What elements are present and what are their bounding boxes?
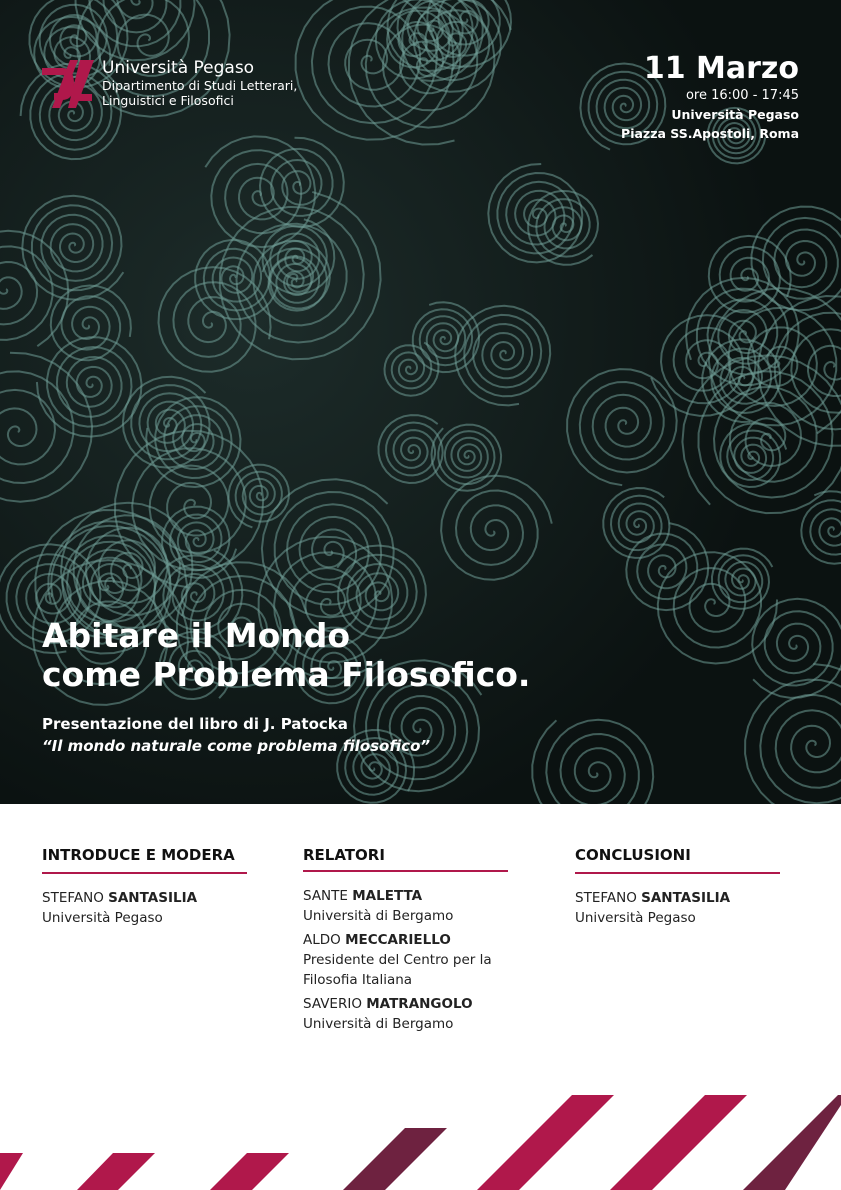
stripe [610, 1095, 747, 1190]
title-line-1: Abitare il Mondo [42, 616, 351, 655]
first-name: SAVERIO [303, 996, 362, 1012]
last-name: SANTASILIA [108, 890, 198, 906]
swirl [651, 315, 755, 416]
stripe [210, 1153, 289, 1190]
affiliation: Università Pegaso [42, 910, 163, 926]
column-heading: INTRODUCE E MODERA [42, 846, 247, 874]
stripe [477, 1095, 614, 1190]
event-subtitle [42, 713, 430, 757]
swirl [752, 599, 841, 698]
person [575, 888, 780, 928]
swirl [0, 231, 68, 346]
university-name: Università Pegaso [102, 58, 255, 78]
stripe [343, 1128, 447, 1190]
swirl [603, 488, 669, 558]
first-name: STEFANO [42, 890, 104, 906]
logo [40, 58, 297, 110]
person [303, 886, 508, 926]
first-name: ALDO [303, 932, 341, 948]
event-address: Piazza SS.Apostoli, Roma [621, 126, 799, 141]
swirl [712, 549, 772, 609]
book-title: “Il mondo naturale come problema filosofico” [42, 737, 431, 755]
event-date: 11 Marzo [643, 51, 799, 86]
department-line-2: Linguistici e Filosofici [102, 93, 234, 108]
department-line-1: Dipartimento di Studi Letterari, [102, 78, 298, 93]
last-name: MATRANGOLO [366, 996, 473, 1012]
person [42, 888, 247, 928]
last-name: MALETTA [352, 888, 423, 904]
first-name: STEFANO [575, 890, 637, 906]
last-name: MECCARIELLO [345, 932, 451, 948]
swirl [801, 491, 841, 563]
event-time: ore 16:00 - 17:45 [685, 88, 799, 103]
swirl [37, 337, 142, 436]
stripe [77, 1153, 155, 1190]
column-introduce [42, 846, 247, 932]
event-venue: Università Pegaso [671, 107, 799, 122]
swirl [76, 0, 195, 60]
subtitle: Presentazione del libro di J. Patocka [42, 715, 348, 733]
swirl [22, 196, 123, 300]
university-logo-icon [40, 58, 96, 110]
last-name: SANTASILIA [641, 890, 731, 906]
title-line-2: come Problema Filosofico. [42, 655, 531, 694]
column-heading: RELATORI [303, 846, 508, 872]
column-relatori [303, 846, 508, 1038]
swirl [455, 306, 550, 406]
swirl [532, 720, 653, 804]
first-name: SANTE [303, 888, 348, 904]
affiliation: Presidente del Centro per la Filosofia Italiana [303, 952, 492, 988]
affiliation: Università Pegaso [575, 910, 696, 926]
swirl [205, 136, 315, 247]
swirl [260, 138, 344, 227]
affiliation: Università di Bergamo [303, 908, 454, 924]
event-info [621, 52, 799, 143]
column-heading: CONCLUSIONI [575, 846, 780, 874]
swirl [567, 369, 677, 485]
event-title [42, 616, 530, 694]
person [303, 930, 508, 990]
affiliation: Università di Bergamo [303, 1016, 454, 1032]
stripe [0, 1153, 23, 1190]
decorative-stripes [0, 1080, 841, 1190]
swirl [441, 476, 552, 580]
person [303, 994, 508, 1034]
swirl [229, 465, 289, 528]
stripe [743, 1095, 841, 1190]
column-conclusioni [575, 846, 780, 932]
